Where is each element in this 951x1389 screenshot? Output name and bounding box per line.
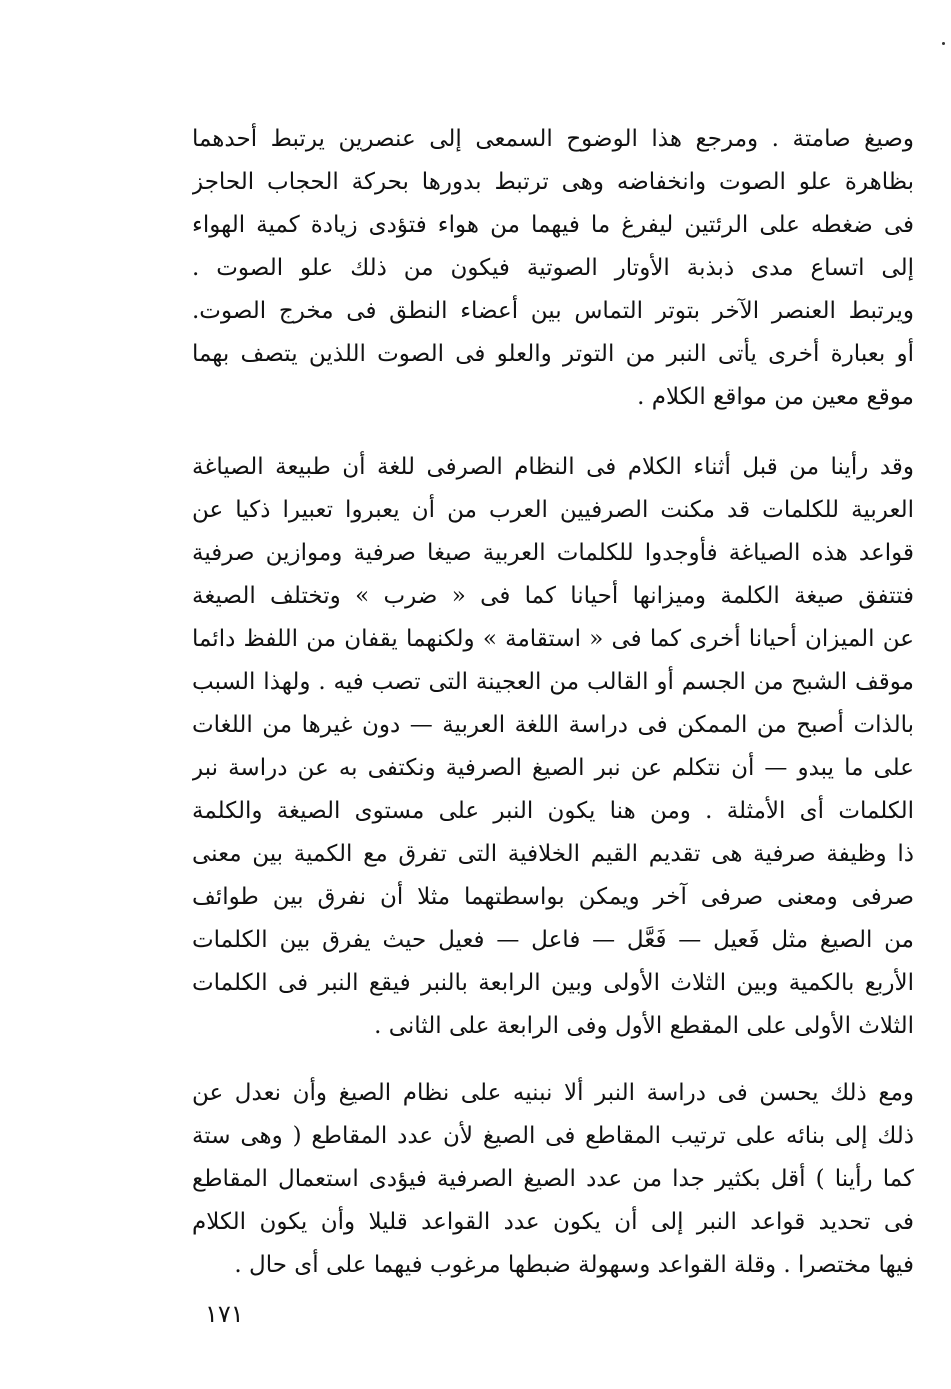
text-line: فى ضغطه على الرئتين ليفرغ ما فيهما من هواء فتؤدى زيادة كمية الهواء bbox=[192, 212, 914, 238]
text-line: الثلاث الأولى على المقطع الأول وفى الرابعة على الثانى . bbox=[374, 1013, 914, 1039]
text-line: الأربع بالكمية وبين الثلاث الأولى وبين الرابعة بالنبر فيقع النبر فى الكلمات bbox=[192, 970, 914, 996]
text-line: بظاهرة علو الصوت وانخفاضه وهى ترتبط بدورها بحركة الحجاب الحاجز bbox=[192, 169, 914, 195]
text-line: وقد رأينا من قبل أثناء الكلام فى النظام الصرفى للغة أن طبيعة الصياغة bbox=[192, 454, 914, 480]
text-line: الكلمات أى الأمثلة . ومن هنا يكون النبر على مستوى الصيغة والكلمة bbox=[192, 798, 914, 824]
text-line: فتتفق صيغة الكلمة وميزانها أحيانا كما فى « ضرب » وتختلف الصيغة bbox=[192, 583, 914, 609]
text-line: ويرتبط العنصر الآخر بتوتر التماس بين أعضاء النطق فى مخرج الصوت. bbox=[192, 298, 914, 324]
paragraph-1 bbox=[192, 118, 914, 419]
text-line: قواعد هذه الصياغة فأوجدوا للكلمات العربية صيغا صرفية وموازين صرفية bbox=[192, 540, 914, 566]
text-line: عن الميزان أحيانا أخرى كما فى « استقامة » ولكنهما يقفان من اللفظ دائما bbox=[192, 626, 914, 652]
text-line: أو بعبارة أخرى يأتى النبر من التوتر والعلو فى الصوت اللذين يتصف بهما bbox=[192, 341, 914, 367]
paragraph-2 bbox=[192, 446, 914, 1048]
text-line: بالذات أصبح من الممكن فى دراسة اللغة العربية — دون غيرها من اللغات bbox=[192, 712, 914, 738]
text-line: ذلك إلى بنائه على ترتيب المقاطع فى الصيغ لأن عدد المقاطع ( وهى ستة bbox=[192, 1123, 914, 1149]
text-line: فى تحديد قواعد النبر إلى أن يكون عدد القواعد قليلا وأن يكون الكلام bbox=[192, 1209, 914, 1235]
text-line: ذا وظيفة صرفية هى تقديم القيم الخلافية التى تفرق مع الكمية بين معنى bbox=[192, 841, 914, 867]
page-number: ١٧١ bbox=[205, 1300, 244, 1328]
paragraph-3 bbox=[192, 1072, 914, 1287]
text-line: كما رأينا ) أقل بكثير جدا من عدد الصيغ الصرفية فيؤدى استعمال المقاطع bbox=[192, 1166, 914, 1192]
text-line: صرفى ومعنى صرفى آخر ويمكن بواسطتهما مثلا أن نفرق بين طوائف bbox=[192, 884, 914, 910]
text-line: وصيغ صامتة . ومرجع هذا الوضوح السمعى إلى عنصرين يرتبط أحدهما bbox=[192, 126, 914, 152]
text-line: فيها مختصرا . وقلة القواعد وسهولة ضبطها مرغوب فيهما على أى حال . bbox=[234, 1252, 914, 1278]
text-line: من الصيغ مثل فَعيل — فَعَّل — فاعل — فعيل حيث يفرق بين الكلمات bbox=[192, 927, 914, 953]
text-line: ومع ذلك يحسن فى دراسة النبر ألا نبنيه على نظام الصيغ وأن نعدل عن bbox=[192, 1080, 914, 1106]
text-line: إلى اتساع مدى ذبذبة الأوتار الصوتية فيكون من ذلك علو الصوت . bbox=[192, 255, 914, 281]
text-line: موقف الشبح من الجسم أو القالب من العجينة التى تصب فيه . ولهذا السبب bbox=[192, 669, 914, 695]
scan-speck bbox=[942, 42, 945, 45]
text-line: موقع معين من مواقع الكلام . bbox=[637, 384, 914, 410]
text-line: العربية للكلمات قد مكنت الصرفيين العرب من أن يعبروا تعبيرا ذكيا عن bbox=[192, 497, 914, 523]
text-line: على ما يبدو — أن نتكلم عن نبر الصيغ الصرفية ونكتفى به عن دراسة نبر bbox=[192, 755, 914, 781]
